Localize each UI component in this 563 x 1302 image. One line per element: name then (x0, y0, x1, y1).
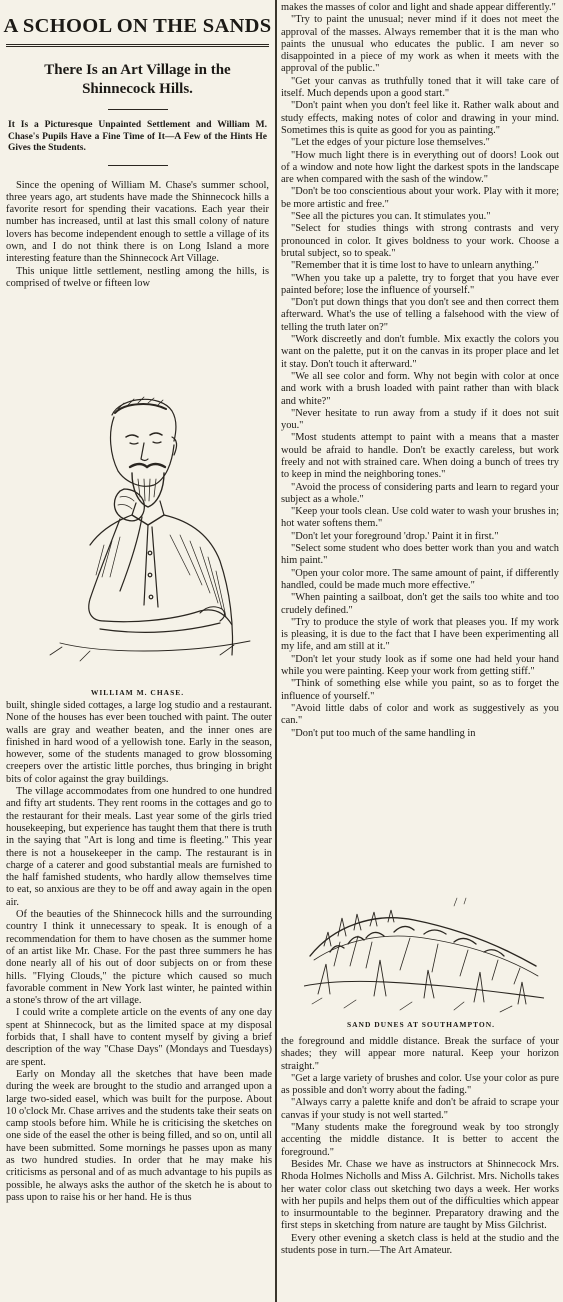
paragraph: Early on Monday all the sketches that have been made during the week are brought to the studio and arranged upon a large two-sided easel, which was built for the purpose. About 10 o'clock Mr. Chase arrives and the students take their seats on camp stools before him. While he is criticising the sketches on one side of the easel the other is being filled, and so on, until all have been submitted. Some mornings he passes upon as many as two hundred studies. In order that he may make his criticisms as personal and of as much advantage to his pupils as possible, he always asks the author of the sketch he is about to pass upon to raise his or her hand. He is thus (6, 1068, 272, 1203)
column-rule (275, 0, 277, 1302)
paragraph: the foreground and middle distance. Break the surface of your shades; they will appear more natural. Keep your horizon straight." (281, 1036, 559, 1072)
paragraph: "Let the edges of your picture lose themselves." (291, 137, 490, 149)
paragraph: "Select some student who does better work than you and watch him paint." (281, 543, 559, 567)
right-column (279, 0, 563, 1302)
paragraph: makes the masses of color and light and shade appear differently." (281, 2, 556, 13)
paragraph: "Don't be too conscientious about your work. Play with it more; be more artistic and free." (281, 186, 559, 210)
paragraph: "When you take up a palette, try to forget that you have ever painted before; lose the influence of yourself." (281, 272, 559, 296)
paragraph: "Don't paint when you don't feel like it. Rather walk about and study effects, making notes of color and drawing in your mind. Sometimes this is quite as good for you as painting." (281, 100, 559, 136)
paragraph: Besides Mr. Chase we have as instructors at Shinnecock Mrs. Rhoda Holmes Nicholls and Miss A. Gilchrist. Mrs. Nicholls takes her water color class out sketching two days a week. Her works with her pupils and helps them out of the difficulties which appear to insurmountable to the beginner. Preparatory drawing and the first steps in sketching from nature are taught by Miss Gilchrist. (281, 1158, 559, 1232)
paragraph: "How much light there is in everything out of doors! Look out of a window and note how light the darkest spots in the landscape are when compared with the sash of the window." (281, 149, 559, 186)
paragraph: "Try to produce the style of work that pleases you. If my work is pleasing, it is due to the fact that I have been experimenting all my life, and am still at it." (281, 616, 559, 653)
paragraph: "Try to paint the unusual; never mind if it does not meet the approval of the masses. Always remember that it is the man who paints the unusual who educates the public. I am never so disappointed in a piece of my work as when it meets with the approval of the public." (281, 14, 559, 75)
paragraph: built, shingle sided cottages, a large log studio and a restaurant. None of the houses has ever been touched with paint. The outer walls are gray and weather beaten, and the inner ones are finished in hard wood of a yellowish tone. Early in the season, however, some of the students managed to grow blossoming creepers over the artistic little porches, thus bringing in bright bits of color against the gray buildings. (6, 700, 272, 785)
article-title: A SCHOOL ON THE SANDS (3, 15, 272, 37)
left-lower-text (6, 700, 272, 1204)
paragraph: "Get a large variety of brushes and color. Use your color as pure as possible and don't worry about the fading." (281, 1072, 559, 1097)
paragraph: "Never hesitate to run away from a study if it does not suit you." (281, 407, 559, 432)
paragraph: "We all see color and form. Why not begin with color at once and work with a brush loaded with paint rather than with black and white?" (281, 370, 559, 407)
subhead-rule (108, 109, 168, 110)
closing-text (281, 1036, 559, 1257)
portrait-illustration (20, 385, 265, 685)
paragraph: "Select for studies things with strong contrasts and very pronounced in color. It gives boldness to your work. Choose a brutal subject, so to speak." (281, 223, 559, 259)
paragraph: I could write a complete article on the events of any one day spent at Shinnecock, but as the limited space at my disposal forbids that, I shall have to content myself by giving a brief description of the way "Chase Days" (Mondays and Tuesdays) are spent. (6, 1007, 272, 1068)
paragraph: "Open your color more. The same amount of paint, if differently handled, could be made much more effective." (281, 567, 559, 591)
paragraph: "Don't put down things that you don't see and then correct them afterward. What's the use of telling a falsehood with the view of telling the truth later on?" (281, 297, 559, 333)
hints-text (281, 2, 559, 740)
paragraph: Every other evening a sketch class is held at the studio and the students pose in turn.—The Art Amateur. (281, 1232, 559, 1257)
title-rule (6, 44, 269, 47)
paragraph: The village accommodates from one hundred to one hundred and fifty art students. They rent rooms in the cottages and go to the restaurant for their meals. Last year some of the girls tried housekeeping, but experience has taught them that there is truth in the saying that "Art is long and time is fleeting." This year there is not a housekeeper in the camp. The restaurant is in charge of a caterer and good substantial meals are furnished to the half famished students, who hardly allow themselves time to eat, so anxious are they to be off and away again in the open air. (6, 786, 272, 908)
portrait-caption: WILLIAM M. CHASE. (90, 688, 185, 697)
paragraph: "Avoid little dabs of color and work as suggestively as you can." (281, 702, 559, 727)
paragraph: "Don't let your foreground 'drop.' Paint it in first." (291, 530, 499, 542)
paragraph: "Don't put too much of the same handling in (291, 727, 476, 739)
article-subhead: There Is an Art Village in the Shinnecock Hills. (44, 62, 231, 97)
lead-text (6, 180, 269, 291)
paragraph: "Think of something else while you paint, so as to forget the influence of yourself." (281, 678, 559, 702)
paragraph: Of the beauties of the Shinnecock hills and the surrounding country I think it unnecessary to speak. It is enough of a recommendation for them to have chosen as the summer home of an artist like Mr. Chase. For the past three summers he has done nearly all of his out of door subjects on or from these hills. "Flying Clouds," the picture which caused so much favorable comment in New York last winter, he painted within a stone's throw of the art village. (6, 909, 272, 1007)
paragraph: "Work discreetly and don't fumble. Mix exactly the colors you want on the palette, put it on the canvas in its proper place and let it stay. Don't touch it afterward." (281, 334, 559, 370)
paragraph: "When painting a sailboat, don't get the sails too white and too crudely defined." (281, 592, 559, 616)
paragraph: "Many students make the foreground weak by too strongly accenting the middle distance. It is better to accent the foreground." (281, 1122, 559, 1158)
paragraph: "Avoid the process of considering parts and learn to regard your subject as a whole." (281, 481, 559, 505)
paragraph: "Always carry a palette knife and don't be afraid to scrape your canvas if your study is not well started." (281, 1097, 559, 1121)
sand-dunes-illustration (304, 886, 544, 1016)
paragraph: "Remember that it is time lost to have to unlearn anything." (291, 260, 539, 272)
paragraph: "Don't let your study look as if some one had held your hand while you were painting. Keep your work from getting stiff." (281, 653, 559, 678)
paragraph: "Most students attempt to paint with a means that a master would be afraid to handle. Don't be exactly careless, but work freely and not with strained care. When doing a bunch of trees try to keep in mind the neighboring tones." (281, 432, 559, 481)
dunes-caption: SAND DUNES AT SOUTHAMPTON. (346, 1020, 496, 1029)
paragraph: "Get your canvas as truthfully toned that it will take care of itself. Much depends upon a good start." (281, 75, 559, 100)
paragraph: Since the opening of William M. Chase's summer school, three years ago, art students have made the Shinnecock hills a favorite resort for spending their vacations. Each year their number has increased, until at last this small colony of nature lovers has become independent enough to settle a village of its own, and I do not think there is on Long Island a more interesting feature than the Shinnecock Art Village. (6, 179, 269, 265)
paragraph: "Keep your tools clean. Use cold water to wash your brushes in; hot water softens them." (281, 506, 559, 530)
paragraph: This unique little settlement, nestling among the hills, is comprised of twelve or fifteen low (6, 265, 269, 289)
paragraph: "See all the pictures you can. It stimulates you." (291, 211, 491, 223)
left-column (0, 0, 275, 1302)
article-deck: It Is a Picturesque Unpainted Settlement and William M. Chase's Pupils Have a Fine Time of It—A Few of the Hints He Gives the Students. (8, 120, 267, 153)
deck-rule (108, 165, 168, 166)
